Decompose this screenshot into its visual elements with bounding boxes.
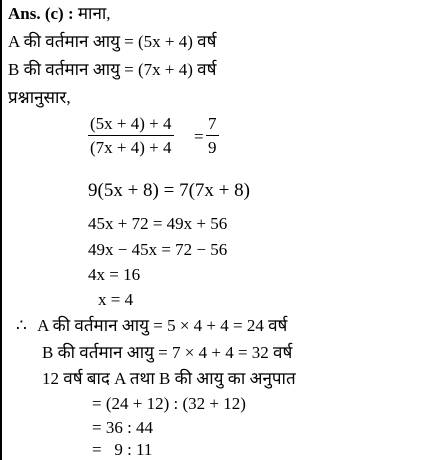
rhs-denominator: 9 xyxy=(208,138,217,157)
answer-label: Ans. (c) : xyxy=(8,4,74,23)
answer-line xyxy=(8,4,111,24)
result-b-var: B xyxy=(42,343,54,362)
assumption-a-text: की वर्तमान आयु = (5x + 4) वर्ष xyxy=(23,32,217,51)
fraction-denominator: (7x + 4) + 4 xyxy=(90,138,172,157)
assumption-a-var: A xyxy=(8,32,20,51)
step-4: 4x = 16 xyxy=(88,265,141,284)
ratio-intro-b: B xyxy=(158,369,171,388)
rhs-numerator: 7 xyxy=(208,114,217,133)
assumption-b-var: B xyxy=(8,60,20,79)
ratio-intro-a: A xyxy=(114,369,126,388)
result-b-text: की वर्तमान आयु = 7 × 4 + 4 = 32 वर्ष xyxy=(57,343,293,362)
answer-intro: माना, xyxy=(77,4,111,23)
ratio-step-2: = 36 : 44 xyxy=(92,418,154,437)
result-a-var: A xyxy=(37,316,49,335)
fraction-numerator: (5x + 4) + 4 xyxy=(90,114,172,133)
therefore-symbol: ∴ xyxy=(16,316,27,335)
ratio-intro-mid: तथा xyxy=(129,369,155,388)
main-fraction xyxy=(88,114,174,158)
ratio-intro-pre: 12 वर्ष बाद xyxy=(42,369,110,388)
rhs-fraction-bar xyxy=(206,135,219,136)
ratio-intro-post: की आयु का अनुपात xyxy=(174,369,296,388)
step-5: x = 4 xyxy=(98,290,134,309)
result-a xyxy=(16,316,287,336)
step-2: 45x + 72 = 49x + 56 xyxy=(88,214,228,233)
step-3: 49x − 45x = 72 − 56 xyxy=(88,240,228,259)
ratio-intro xyxy=(42,369,296,389)
fraction-bar xyxy=(88,135,174,136)
result-a-text: की वर्तमान आयु = 5 × 4 + 4 = 24 वर्ष xyxy=(52,316,288,335)
ratio-step-3: = 9 : 11 xyxy=(92,440,153,459)
condition-label: प्रश्नानुसार, xyxy=(8,88,71,107)
fraction-equals: = xyxy=(194,127,204,146)
result-b xyxy=(42,343,292,363)
rhs-fraction xyxy=(206,114,219,158)
assumption-b xyxy=(8,60,216,80)
assumption-b-text: की वर्तमान आयु = (7x + 4) वर्ष xyxy=(23,60,217,79)
step-1: 9(5x + 8) = 7(7x + 8) xyxy=(88,180,250,201)
ratio-step-1: = (24 + 12) : (32 + 12) xyxy=(92,394,246,413)
assumption-a xyxy=(8,32,216,52)
